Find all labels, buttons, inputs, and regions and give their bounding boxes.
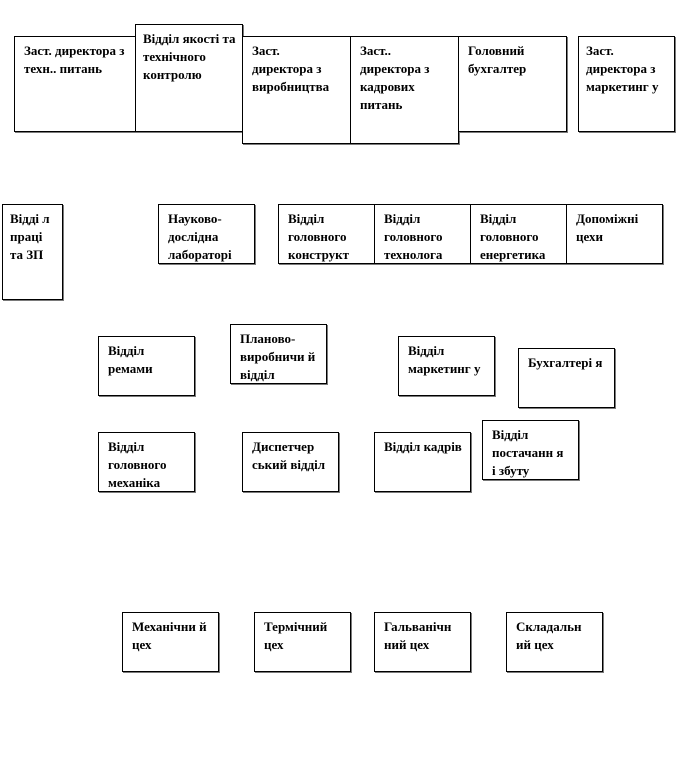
quality-control-dept-box <box>135 24 243 132</box>
chief-mechanic-dept-box <box>98 432 195 492</box>
chief-technologist-dept-box <box>374 204 471 264</box>
thermal-shop-box <box>254 612 351 672</box>
accounting-box <box>518 348 615 408</box>
chief-power-engineer-dept-box <box>470 204 567 264</box>
chief-accountant-box <box>458 36 567 132</box>
planning-production-dept-box <box>230 324 327 384</box>
assembly-shop-label: Складальн ий цех <box>516 619 582 652</box>
chief-mechanic-dept-label: Відділ головного механіка <box>108 439 167 490</box>
dispatch-dept-label: Диспетчер ський відділ <box>252 439 326 472</box>
chief-accountant-label: Головний бухгалтер <box>468 43 527 76</box>
thermal-shop-label: Термічний цех <box>264 619 328 652</box>
auxiliary-shops-box <box>566 204 663 264</box>
chief-designer-dept-box <box>278 204 375 264</box>
galvanic-shop-box <box>374 612 471 672</box>
repair-dept-label: Відділ ремами <box>108 343 153 376</box>
deputy-director-marketing-label: Заст. директора з маркетинг у <box>586 43 659 94</box>
marketing-dept-box <box>398 336 495 396</box>
chief-power-engineer-dept-label: Відділ головного енергетика <box>480 211 546 262</box>
hr-dept-box <box>374 432 471 492</box>
repair-dept-box <box>98 336 195 396</box>
mechanical-shop-box <box>122 612 219 672</box>
auxiliary-shops-label: Допоміжні цехи <box>576 211 639 244</box>
deputy-director-marketing-box <box>578 36 675 132</box>
chief-designer-dept-label: Відділ головного конструкт <box>288 211 350 262</box>
labor-wages-dept-box <box>2 204 63 300</box>
assembly-shop-box <box>506 612 603 672</box>
deputy-director-hr-label: Заст.. директора з кадрових питань <box>360 43 430 112</box>
galvanic-shop-label: Гальванічн ний цех <box>384 619 452 652</box>
labor-wages-dept-label: Відді л праці та ЗП <box>10 211 50 262</box>
deputy-director-hr-box <box>350 36 459 144</box>
quality-control-dept-label: Відділ якості та технічного контролю <box>143 31 236 82</box>
deputy-director-production-label: Заст. директора з виробництва <box>252 43 330 94</box>
deputy-director-tech-box <box>14 36 136 132</box>
research-lab-label: Науково-дослідна лабораторі <box>168 211 232 262</box>
planning-production-dept-label: Планово-виробничи й відділ <box>240 331 316 382</box>
deputy-director-production-box <box>242 36 351 144</box>
mechanical-shop-label: Механічни й цех <box>132 619 207 652</box>
supply-sales-dept-box <box>482 420 579 480</box>
marketing-dept-label: Відділ маркетинг у <box>408 343 481 376</box>
supply-sales-dept-label: Відділ постачанн я і збуту <box>492 427 564 478</box>
accounting-label: Бухгалтері я <box>528 355 603 370</box>
dispatch-dept-box <box>242 432 339 492</box>
deputy-director-tech-label: Заст. директора з техн.. питань <box>24 43 125 76</box>
research-lab-box <box>158 204 255 264</box>
chief-technologist-dept-label: Відділ головного технолога <box>384 211 443 262</box>
hr-dept-label: Відділ кадрів <box>384 439 462 454</box>
